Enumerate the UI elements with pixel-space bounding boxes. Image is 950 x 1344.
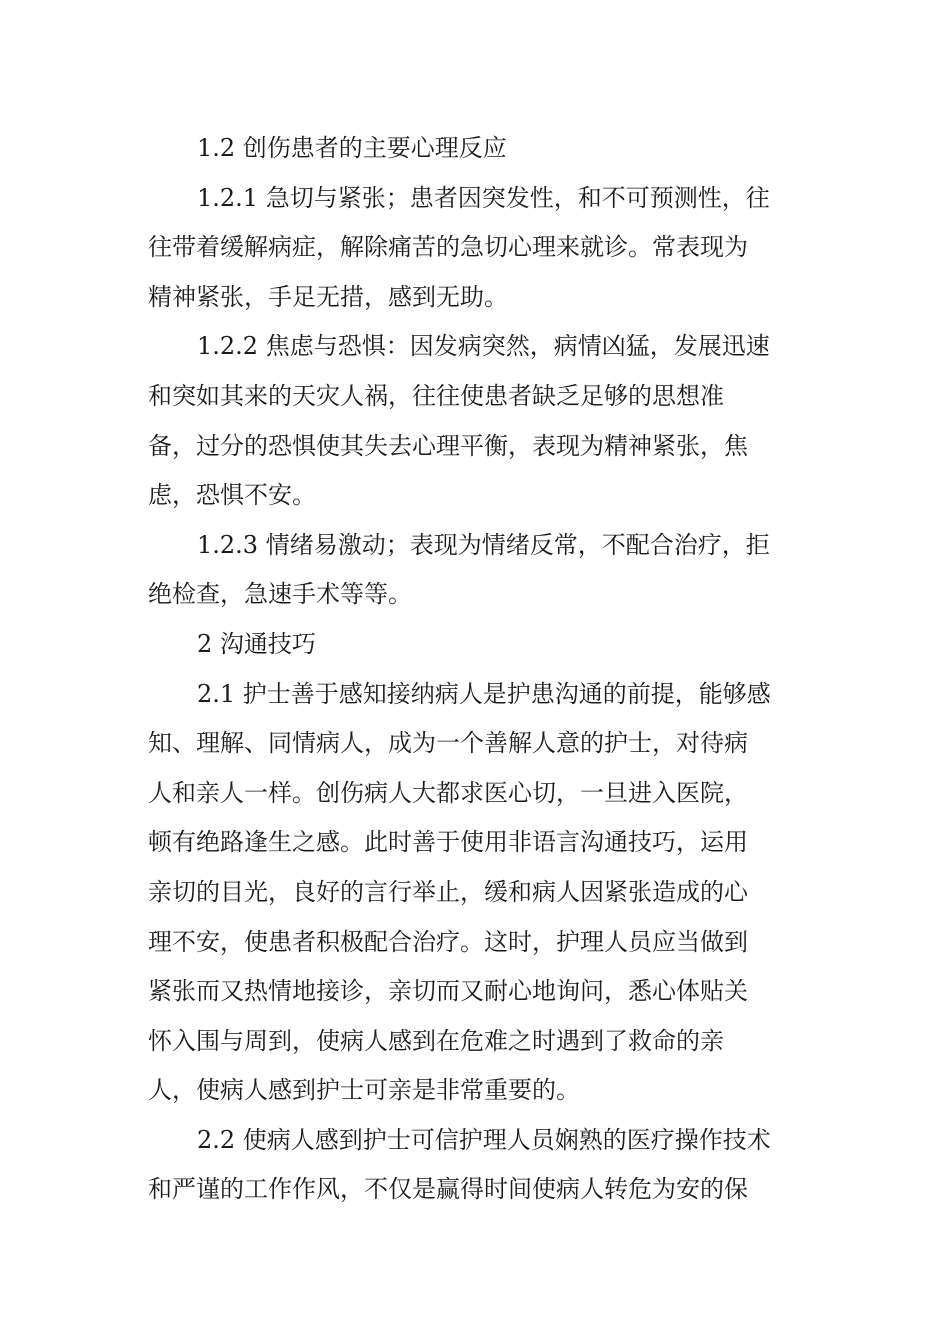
paragraph-line: 紧张而又热情地接诊，亲切而又耐心地询问，悉心体贴关 <box>148 977 748 1006</box>
paragraph-line: 顿有绝路逢生之感。此时善于使用非语言沟通技巧，运用 <box>148 828 748 857</box>
paragraph-line: 绝检查，急速手术等等。 <box>148 580 412 609</box>
paragraph-line: 人，使病人感到护士可亲是非常重要的。 <box>148 1076 580 1105</box>
paragraph-line: 2.2 使病人感到护士可信护理人员娴熟的医疗操作技术 <box>197 1125 771 1154</box>
paragraph-line: 知、理解、同情病人，成为一个善解人意的护士，对待病 <box>148 729 748 758</box>
paragraph-line: 理不安，使患者积极配合治疗。这时，护理人员应当做到 <box>148 927 748 956</box>
paragraph-line: 和突如其来的天灾人祸，往往使患者缺乏足够的思想准 <box>148 381 724 410</box>
paragraph-line: 人和亲人一样。创伤病人大都求医心切，一旦进入医院， <box>148 778 748 807</box>
paragraph-line: 1.2.2 焦虑与恐惧：因发病突然，病情凶猛，发展迅速 <box>197 332 770 361</box>
paragraph-line: 和严谨的工作作风，不仅是赢得时间使病人转危为安的保 <box>148 1175 748 1204</box>
paragraph-line: 怀入围与周到，使病人感到在危难之时遇到了救命的亲 <box>148 1026 724 1055</box>
section-heading-1-2: 1.2 创伤患者的主要心理反应 <box>197 134 507 162</box>
paragraph-line: 2.1 护士善于感知接纳病人是护患沟通的前提，能够感 <box>197 679 771 708</box>
paragraph-line: 1.2.1 急切与紧张；患者因突发性，和不可预测性，往 <box>197 183 770 212</box>
paragraph-line: 精神紧张，手足无措，感到无助。 <box>148 282 508 311</box>
paragraph-line: 亲切的目光，良好的言行举止，缓和病人因紧张造成的心 <box>148 877 748 906</box>
paragraph-line: 往带着缓解病症，解除痛苦的急切心理来就诊。常表现为 <box>148 233 748 262</box>
paragraph-line: 备，过分的恐惧使其失去心理平衡，表现为精神紧张，焦 <box>148 431 748 460</box>
paragraph-line: 1.2.3 情绪易激动；表现为情绪反常，不配合治疗，拒 <box>197 530 770 559</box>
paragraph-line: 虑，恐惧不安。 <box>148 481 316 510</box>
document-body <box>148 124 808 1215</box>
section-heading-2: 2 沟通技巧 <box>197 629 316 658</box>
